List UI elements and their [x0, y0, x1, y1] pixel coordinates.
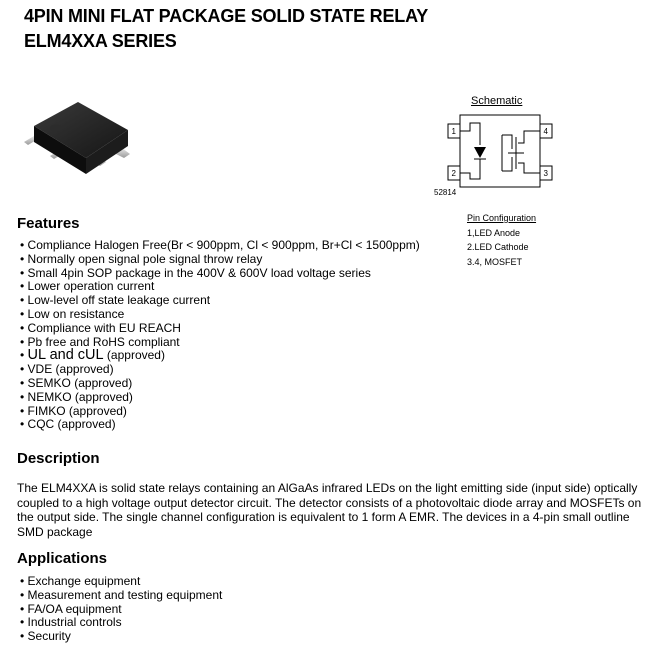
feature-item: • Lower operation current	[20, 280, 420, 294]
package-image	[20, 98, 140, 190]
approval-item: • CQC (approved)	[20, 418, 420, 432]
feature-item: • Pb free and RoHS compliant	[20, 336, 420, 350]
schematic-code: 52814	[434, 188, 457, 197]
ul-cul-text: UL and cUL	[27, 347, 104, 364]
features-list	[20, 239, 420, 432]
application-item: • FA/OA equipment	[20, 603, 222, 617]
features-heading: Features	[17, 215, 80, 232]
schematic-title: Schematic	[471, 95, 523, 107]
pin-config-item: 3.4, MOSFET	[467, 256, 523, 267]
pin-2-label: 2	[451, 169, 456, 178]
title-line-1: 4PIN MINI FLAT PACKAGE SOLID STATE RELAY	[24, 6, 429, 26]
pin-3-label: 3	[543, 169, 548, 178]
description-text: The ELM4XXA is solid state relays containing an AlGaAs infrared LEDs on the light emitting side (input side) optically coupled to a high voltage output detector circuit. The detector consists of a photovoltaic diode array and MOSFETs on the output side. The single channel configuration is equivalent to 1 form A EMR. The devices in a 4-pin small outline SMD package	[17, 481, 642, 539]
schematic-diagram	[432, 113, 558, 199]
title-line-2: ELM4XXA SERIES	[24, 31, 177, 51]
pin-1-label: 1	[451, 127, 456, 136]
feature-item: • Compliance with EU REACH	[20, 322, 420, 336]
approval-item: • NEMKO (approved)	[20, 391, 420, 405]
approval-item: • FIMKO (approved)	[20, 405, 420, 419]
applications-list	[20, 575, 222, 644]
feature-item: • Compliance Halogen Free(Br < 900ppm, Cl < 900ppm, Br+Cl < 1500ppm)	[20, 239, 420, 253]
application-item: • Measurement and testing equipment	[20, 589, 222, 603]
applications-heading: Applications	[17, 550, 108, 567]
schematic-body	[460, 115, 540, 187]
pin-configuration	[467, 211, 536, 269]
approval-item: • SEMKO (approved)	[20, 377, 420, 391]
pin-4-label: 4	[543, 127, 548, 136]
pin-config-item: 1,LED Anode	[467, 227, 521, 238]
feature-item: • Low-level off state leakage current	[20, 294, 420, 308]
page-title	[24, 4, 428, 54]
application-item: • Security	[20, 630, 222, 644]
application-item: • Industrial controls	[20, 616, 222, 630]
ul-cul-suffix: (approved)	[103, 348, 165, 363]
description-heading: Description	[17, 450, 100, 467]
pin-config-item: 2.LED Cathode	[467, 242, 529, 252]
led-diode-icon	[474, 147, 486, 158]
approval-item: • VDE (approved)	[20, 363, 420, 377]
feature-item: • Normally open signal pole signal throw relay	[20, 253, 420, 267]
feature-item: • Low on resistance	[20, 308, 420, 322]
feature-item-ul	[20, 349, 420, 363]
application-item: • Exchange equipment	[20, 575, 222, 589]
pin-config-heading: Pin Configuration	[467, 213, 537, 223]
feature-item: • Small 4pin SOP package in the 400V & 600V load voltage series	[20, 267, 420, 281]
